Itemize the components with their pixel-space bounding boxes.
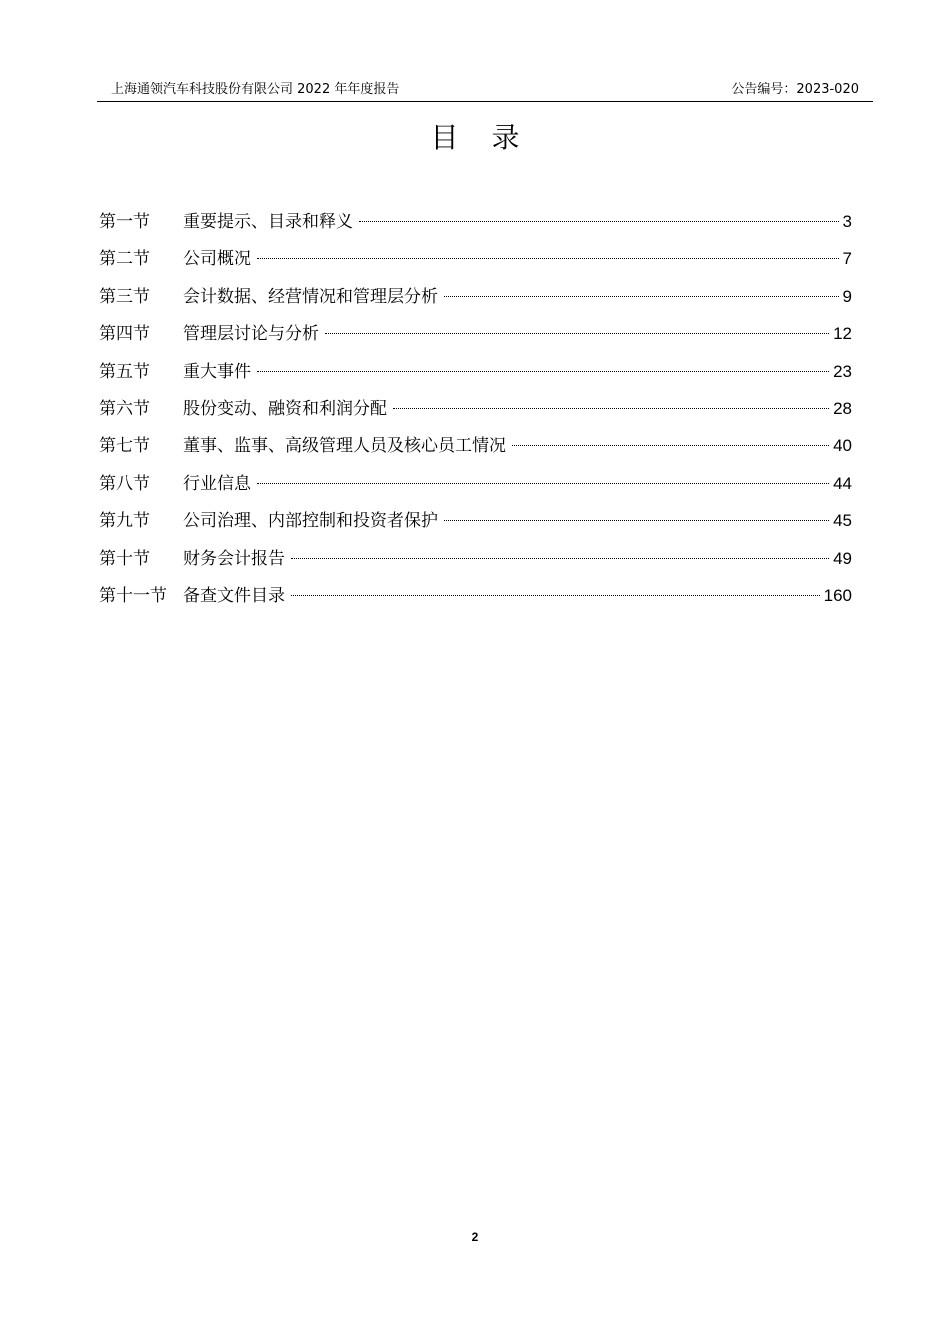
toc-section-label: 第三节	[99, 286, 150, 307]
toc-section-name: 财务会计报告	[183, 548, 285, 569]
toc-leader-dots	[257, 371, 829, 372]
toc-section-name: 股份变动、融资和利润分配	[183, 398, 387, 419]
toc-section-name: 备查文件目录	[183, 585, 285, 606]
toc-leader-dots	[291, 595, 820, 596]
toc-section-label: 第四节	[99, 324, 150, 345]
toc-section-label: 第七节	[99, 436, 150, 457]
toc-page-number: 49	[833, 548, 852, 568]
toc-leader-dots	[444, 296, 839, 297]
toc-section-label: 第一节	[99, 212, 150, 232]
toc-section-name: 董事、监事、高级管理人员及核心员工情况	[183, 436, 506, 457]
toc-entry-2[interactable]	[99, 240, 852, 277]
toc-page-number: 7	[842, 249, 852, 269]
toc-entry-1[interactable]	[99, 203, 852, 240]
toc-entry-3[interactable]	[99, 278, 852, 315]
toc-leader-dots	[257, 258, 839, 259]
toc-entry-9[interactable]	[99, 502, 852, 539]
toc-section-label: 第九节	[99, 511, 150, 532]
toc-section-label: 第十节	[99, 548, 150, 569]
toc-section-label: 第五节	[99, 361, 150, 382]
toc-leader-dots	[325, 333, 829, 334]
toc-section-name: 重大事件	[183, 361, 251, 382]
toc-page-number: 23	[833, 361, 852, 381]
toc-entry-6[interactable]	[99, 390, 852, 427]
toc-leader-dots	[257, 483, 829, 484]
toc-section-label: 第二节	[99, 249, 150, 270]
toc-entry-5[interactable]	[99, 353, 852, 390]
toc-section-label: 第十一节	[99, 585, 167, 606]
toc-section-name: 重要提示、目录和释义	[183, 212, 353, 232]
footer-page-number: 2	[471, 1230, 479, 1244]
report-title: 上海通领汽车科技股份有限公司 2022 年年度报告	[111, 82, 400, 97]
toc-page-number: 12	[833, 324, 852, 344]
toc-page-number: 45	[833, 511, 852, 531]
toc-leader-dots	[393, 408, 829, 409]
toc-page-number: 9	[842, 286, 852, 306]
toc-section-name: 行业信息	[183, 473, 251, 494]
page-header	[97, 82, 873, 102]
toc-entry-7[interactable]	[99, 427, 852, 464]
toc-page-number: 44	[833, 473, 852, 493]
toc-leader-dots	[291, 558, 829, 559]
toc-page-number: 3	[842, 212, 852, 231]
toc-leader-dots	[444, 520, 829, 521]
toc-leader-dots	[359, 221, 839, 222]
toc-leader-dots	[512, 445, 829, 446]
toc-page-number: 40	[833, 436, 852, 456]
page-title: 目 录	[430, 121, 532, 154]
toc-entry-10[interactable]	[99, 540, 852, 577]
toc-entry-8[interactable]	[99, 465, 852, 502]
announcement-number: 公告编号：2023-020	[731, 82, 859, 97]
toc-section-name: 公司治理、内部控制和投资者保护	[183, 511, 438, 532]
toc-section-label: 第六节	[99, 398, 150, 419]
toc-section-name: 管理层讨论与分析	[183, 324, 319, 345]
toc-page-number: 160	[823, 585, 852, 605]
toc-section-name: 公司概况	[183, 249, 251, 270]
toc-section-label: 第八节	[99, 473, 150, 494]
table-of-contents	[99, 203, 852, 614]
toc-entry-11[interactable]	[99, 577, 852, 614]
toc-entry-4[interactable]	[99, 315, 852, 352]
toc-section-name: 会计数据、经营情况和管理层分析	[183, 286, 438, 307]
toc-page-number: 28	[833, 398, 852, 418]
